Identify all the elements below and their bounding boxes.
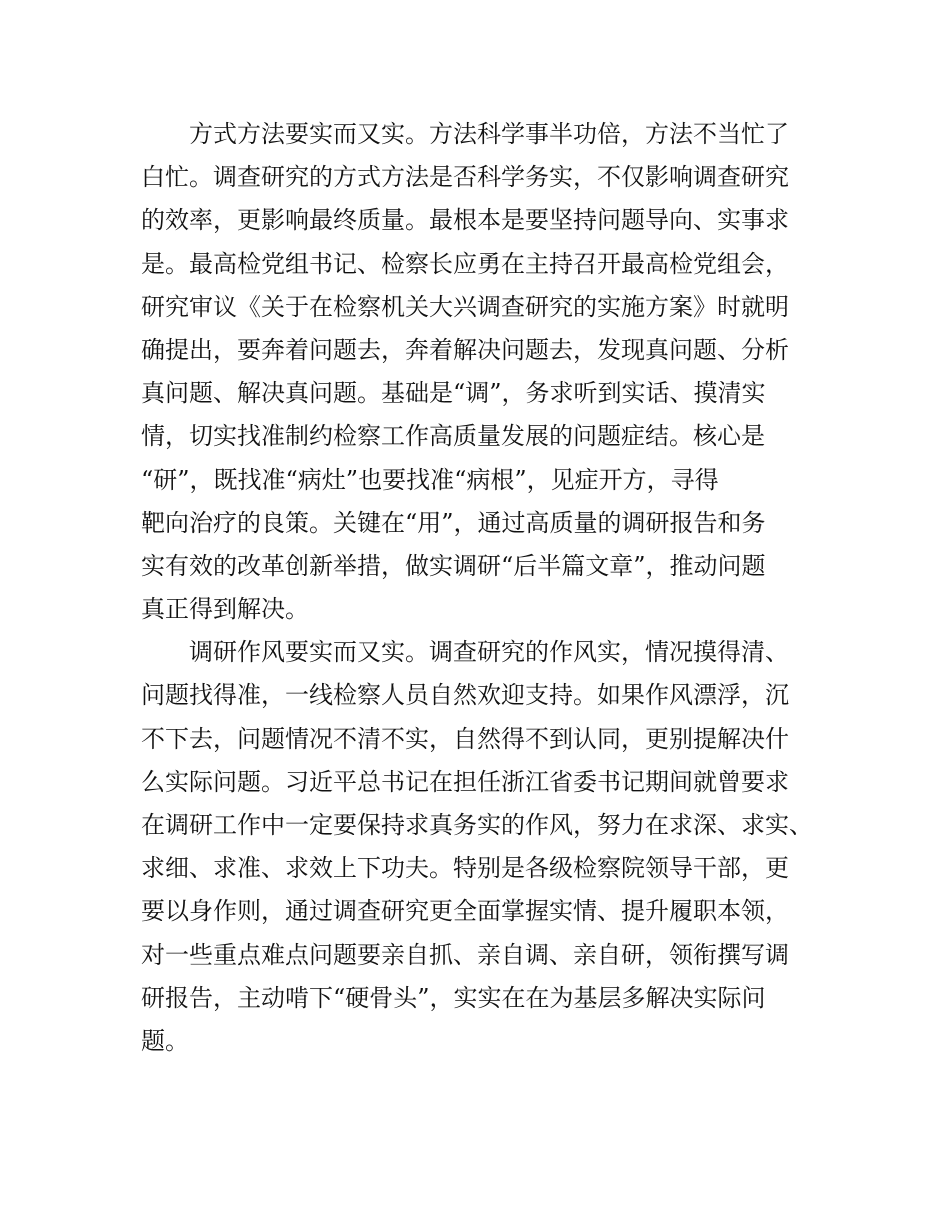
text-line: “研”，既找准“病灶”也要找准“病根”，见症开方，寻得 (141, 465, 719, 494)
text-line: 白忙。调查研究的方式方法是否科学务实，不仅影响调查研究 (141, 163, 789, 192)
text-line: 求细、求准、求效上下功夫。特别是各级检察院领导干部，更 (141, 854, 789, 883)
text-line: 研究审议《关于在检察机关大兴调查研究的实施方案》时就明 (141, 292, 789, 321)
text-line: 在调研工作中一定要保持求真务实的作风，努力在求深、求实、 (141, 811, 813, 839)
text-line: 研报告，主动啃下“硬骨头”，实实在在为基层多解决实际问 (141, 983, 766, 1012)
text-line: 的效率，更影响最终质量。最根本是要坚持问题导向、实事求 (141, 206, 789, 235)
text-line: 调研作风要实而又实。调查研究的作风实，情况摸得清、 (189, 638, 789, 667)
text-line: 靶向治疗的良策。关键在“用”，通过高质量的调研报告和务 (141, 508, 766, 537)
paragraph-2 (141, 631, 831, 1063)
text-line: 是。最高检党组书记、检察长应勇在主持召开最高检党组会， (141, 249, 789, 278)
text-line: 么实际问题。习近平总书记在担任浙江省委书记期间就曾要求 (141, 767, 789, 796)
text-line: 对一些重点难点问题要亲自抓、亲自调、亲自研，领衔撰写调 (141, 940, 789, 969)
text-line: 确提出，要奔着问题去，奔着解决问题去，发现真问题、分析 (141, 335, 789, 364)
text-line: 问题找得准，一线检察人员自然欢迎支持。如果作风漂浮，沉 (141, 681, 789, 710)
document-body (141, 113, 831, 1063)
text-line: 情，切实找准制约检察工作高质量发展的问题症结。核心是 (141, 422, 765, 451)
text-line: 真问题、解决真问题。基础是“调”，务求听到实话、摸清实 (141, 379, 766, 408)
text-line: 不下去，问题情况不清不实，自然得不到认同，更别提解决什 (141, 724, 789, 753)
text-line: 实有效的改革创新举措，做实调研“后半篇文章”，推动问题 (141, 551, 766, 580)
paragraph-1 (141, 113, 831, 631)
text-line: 题。 (141, 1026, 189, 1055)
text-line: 真正得到解决。 (141, 595, 309, 624)
text-line: 要以身作则，通过调查研究更全面掌握实情、提升履职本领， (141, 897, 789, 926)
text-line: 方式方法要实而又实。方法科学事半功倍，方法不当忙了 (189, 120, 789, 148)
